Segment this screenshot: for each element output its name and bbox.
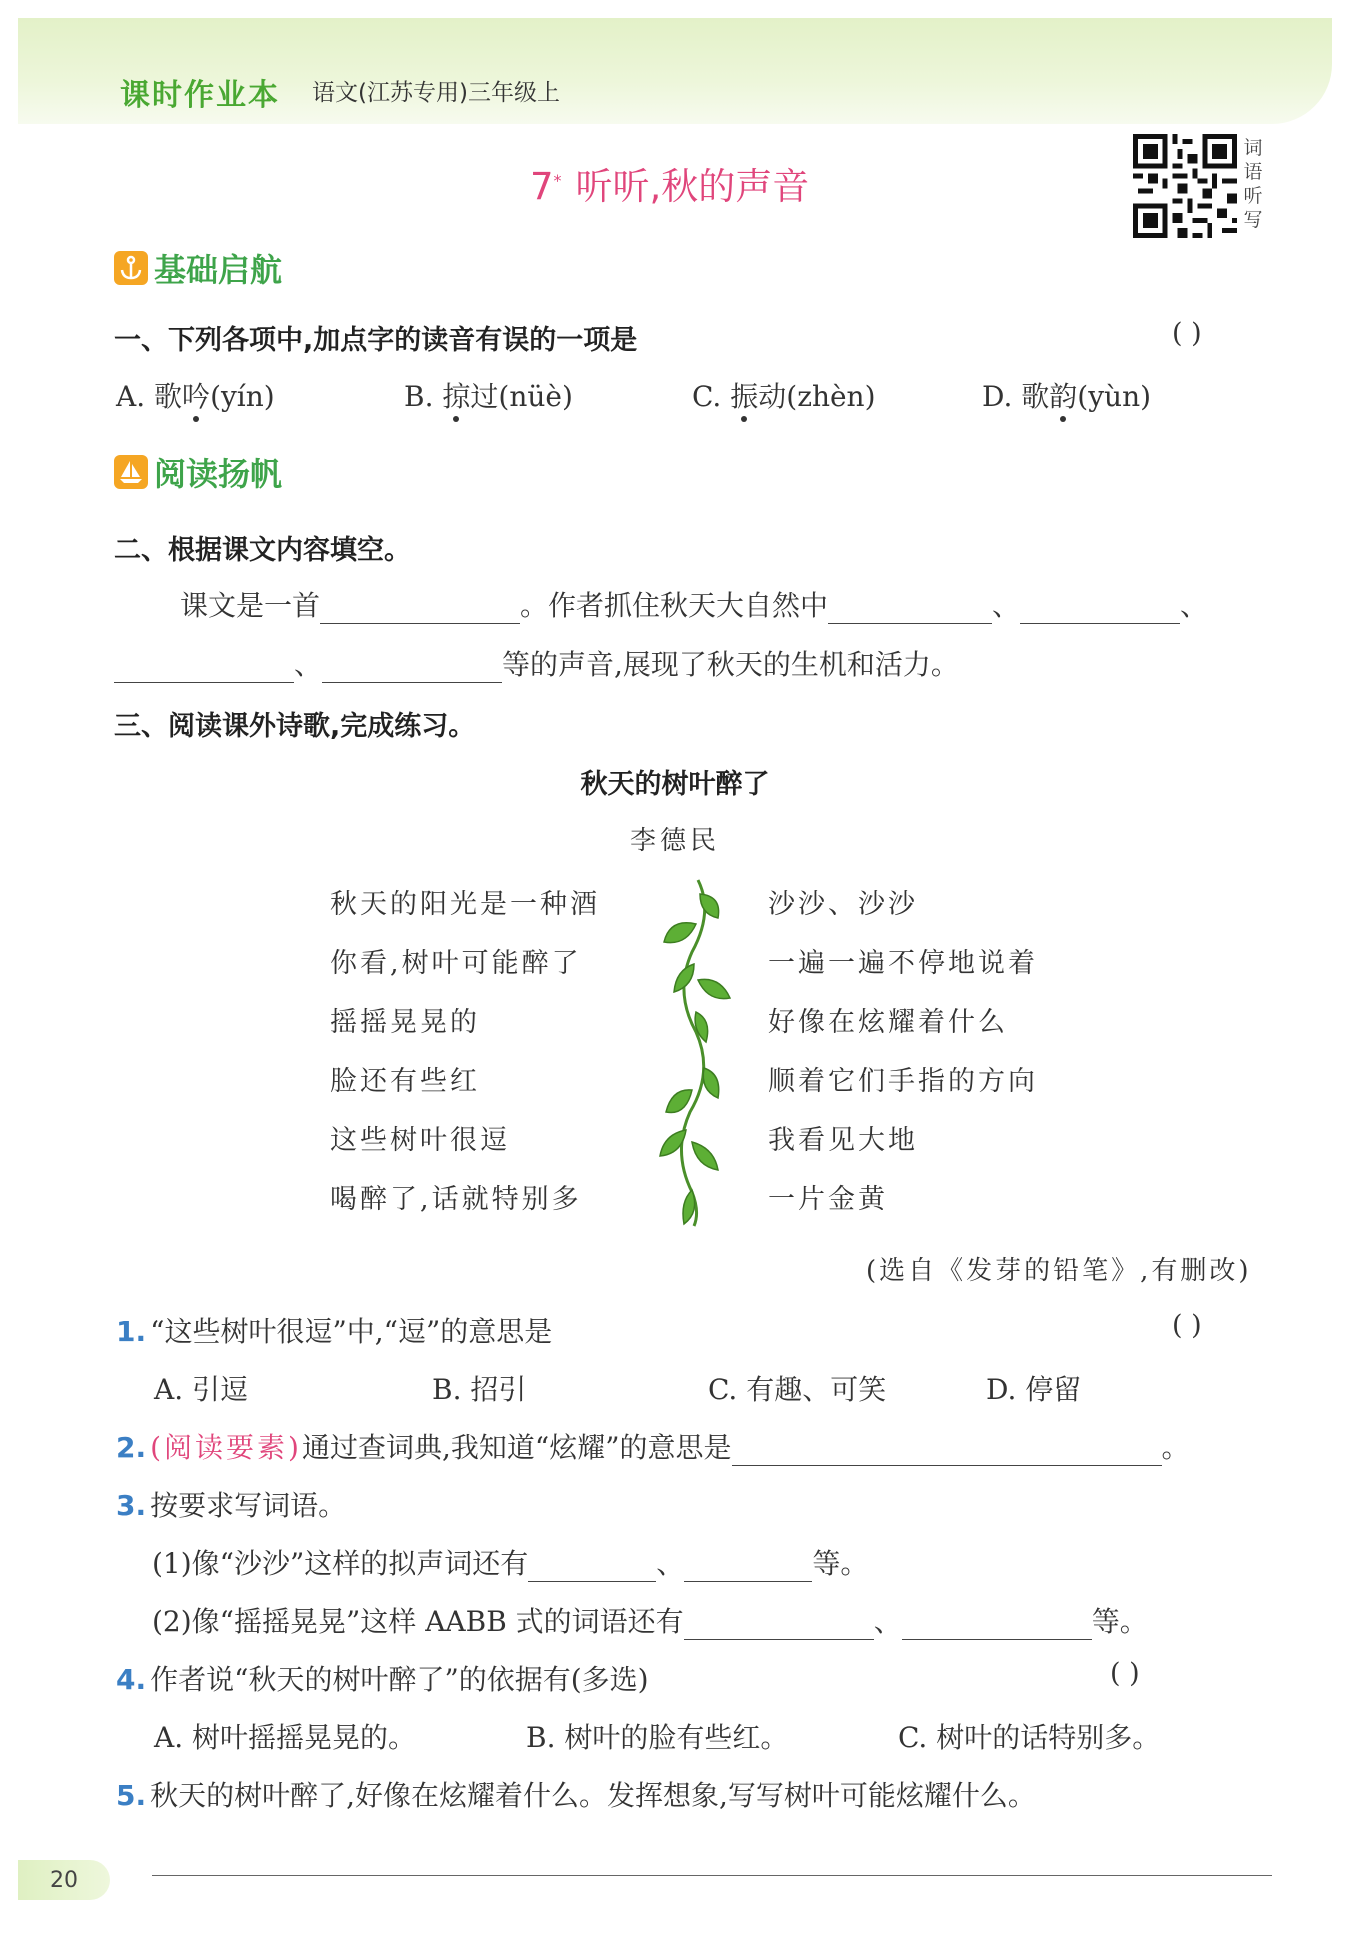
poem-source: (选自《发芽的铅笔》,有删改) [866, 1256, 1252, 1286]
sub-q3-blank-1[interactable] [528, 1551, 656, 1582]
sub-q1-option-b[interactable]: B. 招引 [432, 1373, 527, 1406]
poem-left-line: 秋天的阳光是一种酒 [330, 889, 600, 920]
lesson-star: * [553, 170, 562, 190]
q1-option-d[interactable]: D. 歌韵(yùn) [982, 380, 1152, 413]
sub-q1-answer-paren[interactable]: ( ) [1172, 1310, 1202, 1341]
sub-q3-part2: (2)像“摇摇晃晃”这样 AABB 式的词语还有 、 等。 [152, 1605, 1148, 1638]
series-title: 课时作业本 [120, 78, 280, 113]
vine-leaves-icon [640, 872, 740, 1232]
page-number: 20 [18, 1860, 110, 1900]
lesson-title-text: 听听,秋的声音 [575, 165, 810, 208]
sub-q3-blank-2[interactable] [684, 1551, 812, 1582]
q3-prompt: 三、阅读课外诗歌,完成练习。 [114, 711, 476, 742]
poem-author: 李德民 [629, 826, 720, 856]
reading-element-tag: (阅读要素) [150, 1431, 302, 1464]
q1-option-c[interactable]: C. 振动(zhèn) [692, 380, 876, 413]
anchor-icon [114, 251, 148, 285]
lesson-title [530, 156, 809, 210]
q2-blank-2[interactable] [828, 593, 992, 624]
poem-left-line: 这些树叶很逗 [330, 1125, 510, 1156]
q1-option-b[interactable]: B. 掠过(nüè) [404, 380, 573, 413]
poem-left-line: 喝醉了,话就特别多 [330, 1184, 582, 1215]
q2-blank-4[interactable] [114, 652, 294, 683]
poem-right-line: 一遍一遍不停地说着 [768, 948, 1038, 979]
q2-blank-5[interactable] [322, 652, 502, 683]
subject-title: 语文(江苏专用)三年级上 [312, 80, 560, 106]
lesson-number: 7 [530, 165, 554, 208]
q1-option-a[interactable]: A. 歌吟(yín) [116, 380, 275, 413]
q1-answer-paren[interactable]: ( ) [1172, 318, 1202, 349]
sub-q4-text: 4. 作者说“秋天的树叶醉了”的依据有(多选) [116, 1663, 649, 1696]
sub-q4-option-a[interactable]: A. 树叶摇摇晃晃的。 [154, 1721, 417, 1754]
sub-q4-option-c[interactable]: C. 树叶的话特别多。 [898, 1721, 1161, 1754]
sub-q1-option-d[interactable]: D. 停留 [986, 1373, 1082, 1406]
sub-q3-text: 3. 按要求写词语。 [116, 1489, 347, 1522]
q2-blank-3[interactable] [1020, 593, 1180, 624]
sub-q3-part1: (1)像“沙沙”这样的拟声词还有 、 等。 [152, 1547, 869, 1580]
sub-q2-blank[interactable] [732, 1435, 1162, 1466]
sub-q3-blank-4[interactable] [902, 1609, 1092, 1640]
poem-left-line: 你看,树叶可能醉了 [330, 948, 582, 979]
qr-code-icon[interactable] [1133, 134, 1237, 238]
poem-right-line: 沙沙、沙沙 [768, 889, 918, 920]
q2-line-2: 、 等的声音,展现了秋天的生机和活力。 [114, 643, 959, 683]
sub-q3-blank-3[interactable] [684, 1609, 874, 1640]
sub-q5-answer-line[interactable] [152, 1875, 1272, 1876]
sub-q5-text: 5. 秋天的树叶醉了,好像在炫耀着什么。发挥想象,写写树叶可能炫耀什么。 [116, 1779, 1036, 1812]
q2-blank-1[interactable] [320, 593, 520, 624]
sailboat-icon [114, 455, 148, 489]
section-reading: 阅读扬帆 [114, 452, 282, 492]
q2-line-1: 课文是一首 。作者抓住秋天大自然中 、 、 [180, 589, 1209, 622]
sub-q1-option-a[interactable]: A. 引逗 [154, 1373, 249, 1406]
sub-q4-answer-paren[interactable]: ( ) [1110, 1658, 1140, 1689]
q2-prompt: 二、根据课文内容填空。 [114, 535, 411, 566]
section-basic: 基础启航 [114, 248, 282, 288]
sub-q1-text: 1. “这些树叶很逗”中,“逗”的意思是 [116, 1315, 553, 1348]
poem-right-line: 好像在炫耀着什么 [768, 1007, 1008, 1038]
poem-title: 秋天的树叶醉了 [580, 769, 770, 800]
qr-label: 词 语 听 写 [1243, 137, 1263, 231]
poem-right-line: 我看见大地 [768, 1125, 918, 1156]
q1-prompt: 一、下列各项中,加点字的读音有误的一项是 [114, 325, 638, 356]
poem-left-line: 摇摇晃晃的 [330, 1007, 480, 1038]
sub-q1-option-c[interactable]: C. 有趣、可笑 [708, 1373, 887, 1406]
sub-q2-text: 2. (阅读要素)通过查词典,我知道“炫耀”的意思是 。 [116, 1431, 1190, 1464]
sub-q4-option-b[interactable]: B. 树叶的脸有些红。 [526, 1721, 789, 1754]
poem-right-line: 顺着它们手指的方向 [768, 1066, 1038, 1097]
poem-right-line: 一片金黄 [768, 1184, 888, 1215]
poem-left-line: 脸还有些红 [330, 1066, 480, 1097]
